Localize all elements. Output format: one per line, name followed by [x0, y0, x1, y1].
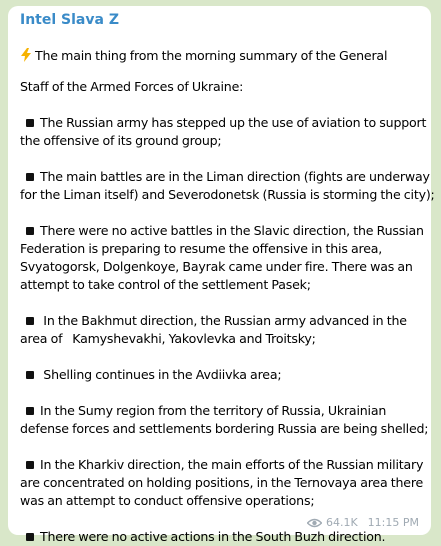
list-item: The main battles are in the Liman direction (fights are underway for the Liman itself) and Severodonetsk (Russia is storming the city); [20, 168, 435, 202]
view-count: 64.1K [325, 516, 358, 529]
black-square-icon [26, 407, 34, 415]
list-item: In the Sumy region from the territory of Russia, Ukrainian defense forces and settlements bordering Russia are being shelled; [20, 402, 429, 436]
list-item: Shelling continues in the Avdiivka area; [20, 366, 421, 384]
list-item: In the Kharkiv direction, the main efforts of the Russian military are concentrated on holding positions, in the Ternovaya area there was an attempt to conduct offensive operations; [20, 456, 424, 508]
black-square-icon [26, 371, 34, 379]
spacer [20, 150, 421, 168]
list-item: The Russian army has stepped up the use of aviation to support the offensive of its ground group; [20, 114, 427, 148]
header-line: Staff of the Armed Forces of Ukraine: [20, 78, 244, 94]
black-square-icon [26, 119, 34, 127]
spacer [20, 96, 421, 114]
spacer [20, 294, 421, 312]
timestamp: 11:15 PM [367, 516, 419, 529]
header-text: The main thing from the morning summary of the General [35, 48, 388, 63]
spacer [20, 438, 421, 456]
black-square-icon [26, 227, 34, 235]
black-square-icon [26, 317, 34, 325]
spacer [20, 384, 421, 402]
lightning-icon [20, 48, 32, 62]
message-bubble [8, 6, 435, 544]
list-item: In the Bakhmut direction, the Russian army advanced in the area of Kamyshevakhi, Yakovlevka and Troitsky; [20, 312, 407, 346]
channel-name[interactable]: Intel Slava Z [20, 12, 119, 28]
eye-icon [307, 518, 322, 528]
spacer [20, 204, 421, 222]
black-square-icon [26, 533, 34, 541]
header-line [20, 29, 421, 47]
black-square-icon [26, 173, 34, 181]
spacer [20, 348, 421, 366]
ukraine-flag-icon [20, 31, 36, 43]
black-square-icon [26, 461, 34, 469]
message-text [20, 29, 435, 546]
list-item: There were no active actions in the South Buzh direction. [20, 528, 421, 546]
message-meta [307, 516, 419, 529]
list-item: There were no active battles in the Slavic direction, the Russian Federation is preparing to resume the offensive in this area, Svyatogorsk, Dolgenkoye, Bayrak came under fire. There was an attempt to take control of the settlement Pasek; [20, 222, 424, 292]
